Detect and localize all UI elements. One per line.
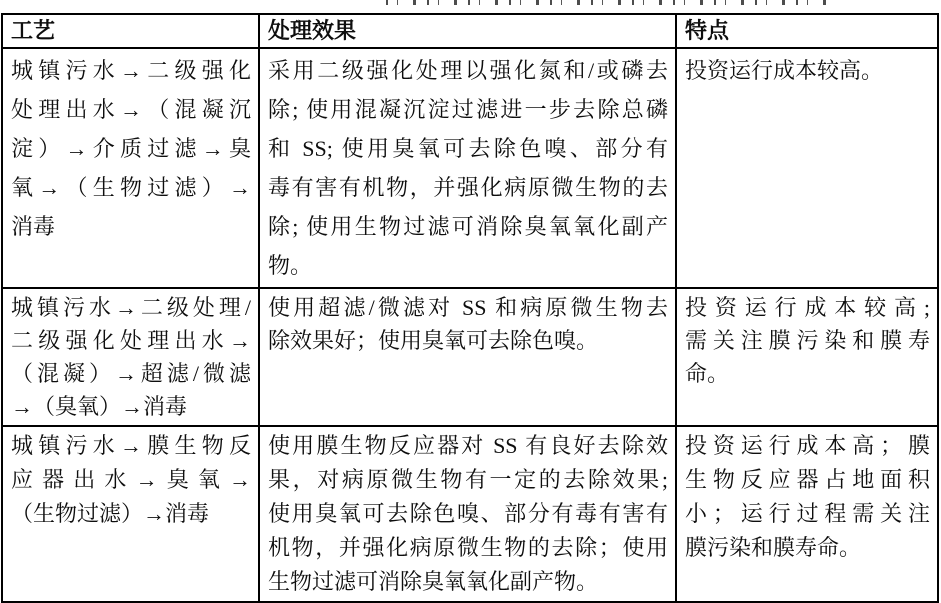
effect-cell [259, 288, 676, 426]
text-line: 城镇污水→二级强化 [11, 58, 251, 83]
text-line: 除效果好；使用臭氧可去除色嗅。 [268, 328, 599, 353]
text-line: 采用二级强化处理以强化氮和/或磷去 [268, 58, 668, 83]
text-line: 小；运行过程需关注 [685, 501, 930, 526]
text-line: 使用臭氧可去除色嗅、部分有毒有害有 [268, 501, 668, 526]
text-line: 城镇污水→二级处理/ [11, 295, 251, 320]
text-line: 投资运行成本较高。 [685, 58, 884, 83]
text-line: 处理出水→（混凝沉 [11, 97, 251, 122]
text-line: 二级强化处理出水→ [11, 328, 251, 353]
text-line: 城镇污水→膜生物反 [11, 433, 251, 458]
text-line: 机物，并强化病原微生物的去除；使用 [268, 535, 668, 560]
header-cell-effect: 处理效果 [259, 14, 676, 48]
clipped-caption-fragments [386, 0, 834, 5]
process-cell [2, 426, 259, 602]
text-line: 使用膜生物反应器对 SS 有良好去除效 [268, 433, 668, 458]
process-cell [2, 288, 259, 426]
features-cell [676, 48, 938, 288]
text-line: 消毒 [11, 214, 56, 239]
text-line: 氧→（生物过滤）→ [11, 175, 251, 200]
features-cell [676, 426, 938, 602]
table-row [2, 426, 938, 602]
text-line: →（臭氧）→消毒 [11, 394, 188, 419]
text-line: 投资运行成本较高; [685, 295, 930, 320]
text-line: 使用超滤/微滤对 SS 和病原微生物去 [268, 295, 668, 320]
text-line: 应器出水→臭氧→ [11, 467, 251, 492]
text-line: 果，对病原微生物有一定的去除效果; [268, 467, 668, 492]
process-comparison-table [1, 13, 939, 603]
text-line: 淀）→介质过滤→臭 [11, 136, 251, 161]
text-line: 膜污染和膜寿命。 [685, 535, 862, 560]
text-line: （生物过滤）→消毒 [11, 501, 210, 526]
text-line: 命。 [685, 361, 730, 386]
text-line: 投资运行成本高；膜 [685, 433, 930, 458]
text-line: 和 SS; 使用臭氧可去除色嗅、部分有 [268, 136, 668, 161]
table-row [2, 48, 938, 288]
text-line: （混凝）→超滤/微滤 [11, 361, 251, 386]
text-line: 生物过滤可消除臭氧氧化副产物。 [268, 569, 599, 594]
text-line: 生物反应器占地面积 [685, 467, 930, 492]
features-cell [676, 288, 938, 426]
text-line: 除; 使用生物过滤可消除臭氧氧化副产 [268, 214, 668, 239]
table-row [2, 288, 938, 426]
effect-cell [259, 426, 676, 602]
effect-cell [259, 48, 676, 288]
header-cell-process: 工艺 [2, 14, 259, 48]
table-header-row [2, 14, 938, 48]
text-line: 毒有害有机物，并强化病原微生物的去 [268, 175, 668, 200]
text-line: 需关注膜污染和膜寿 [685, 328, 930, 353]
header-cell-features: 特点 [676, 14, 938, 48]
text-line: 物。 [268, 253, 313, 278]
text-line: 除; 使用混凝沉淀过滤进一步去除总磷 [268, 97, 668, 122]
process-cell [2, 48, 259, 288]
